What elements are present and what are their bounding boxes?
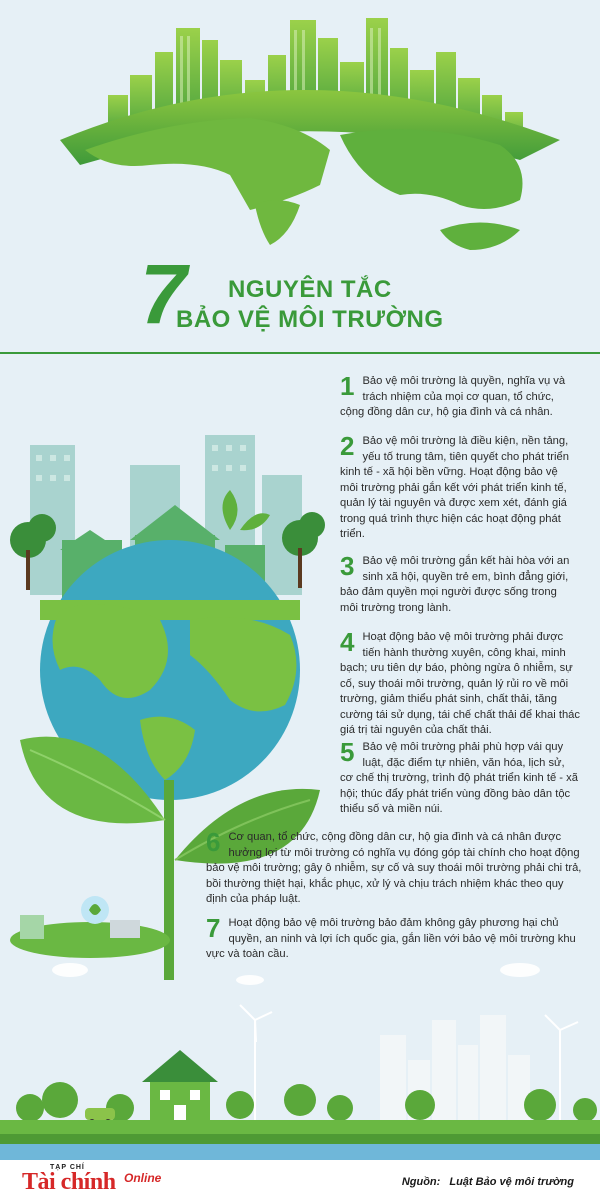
title-divider: [0, 352, 600, 354]
principle-text: Bảo vệ môi trường là điều kiện, nền tảng, yếu tố trung tâm, tiên quyết cho phát triển kinh tế - xã hội bền vững. Hoạt động bảo vệ môi trường phải gắn kết với phát triển kinh tế, quản lý tài nguyên và được xem xét, đánh giá trong quá trình thực hiện các hoạt động phát triển.: [340, 435, 569, 540]
principle-7: [206, 913, 582, 963]
principle-text: Bảo vệ môi trường phải phù hợp vái quy luật, đặc điểm tự nhiên, văn hóa, lịch sử, cơ chế thị trường, trình độ phát triển kinh tế - xã hội; thúc đẩy phát triển vùng đồng bào dân tộc thiểu số và miền núi.: [340, 741, 578, 815]
principle-text: Bảo vệ môi trường là quyền, nghĩa vụ và trách nhiệm của mọi cơ quan, tổ chức, cộng đồng dân cư, hộ gia đình và cá nhân.: [340, 375, 566, 418]
principle-number: 1: [340, 371, 355, 401]
principle-number: 2: [340, 431, 355, 461]
publisher-logo[interactable]: [22, 1164, 202, 1196]
principle-number: 7: [206, 913, 221, 943]
principle-4: [340, 627, 580, 739]
footer-town-illustration: [0, 960, 600, 1160]
logo-online: Online: [124, 1171, 162, 1185]
principle-number: 3: [340, 551, 355, 581]
title-line-1: NGUYÊN TẮC: [228, 276, 392, 303]
page-title: [140, 247, 460, 342]
source-credit: [402, 1176, 574, 1188]
principle-number: 4: [340, 627, 355, 657]
source-text: Luật Bảo vệ môi trường: [449, 1176, 574, 1188]
hero-globe-city-illustration: [0, 0, 600, 250]
principle-text: Cơ quan, tổ chức, cộng đồng dân cư, hộ gia đình và cá nhân được hưởng lợi từ môi trường có nghĩa vụ đóng góp tài chính cho hoạt động bảo vệ môi trường; gây ô nhiễm, sự cố và suy thoái môi trường phải chi trả, bồi thường thiệt hại, khắc phục, xử lý và chịu trách nhiệm khác theo quy định của pháp luật.: [206, 831, 582, 905]
principle-5: [340, 737, 580, 818]
principle-1: [340, 371, 572, 421]
principle-text: Bảo vệ môi trường gắn kết hài hòa với an sinh xã hội, quyền trẻ em, bình đẳng giới, bảo đảm quyền mọi người được sống trong môi trường trong lành.: [340, 555, 570, 614]
principle-number: 5: [340, 737, 355, 767]
principle-text: Hoạt động bảo vệ môi trường bảo đảm không gây phương hại chủ quyền, an ninh và lợi ích quốc gia, gắn liền với bảo vệ môi trường khu vực và toàn cầu.: [206, 917, 576, 960]
principle-number: 6: [206, 827, 221, 857]
title-line-2: BẢO VỆ MÔI TRƯỜNG: [176, 306, 444, 333]
source-label: Nguồn:: [401, 1176, 441, 1188]
principle-2: [340, 431, 575, 543]
principle-6: [206, 827, 582, 908]
principle-text: Hoạt động bảo vệ môi trường phải được tiến hành thường xuyên, công khai, minh bạch; ưu tiên dự báo, phòng ngừa ô nhiễm, sự cố, suy thoái môi trường, quản lý rủi ro về môi trường, giảm thiểu phát sinh, chất thải, tăng cường tái sử dụng, tái chế chất thải để khai thác giá trị tài nguyên của chất thải.: [340, 631, 580, 736]
principle-3: [340, 551, 575, 616]
title-number: 7: [140, 247, 187, 341]
logo-prefix: TẠP CHÍ: [50, 1164, 85, 1171]
logo-name: Tài chính: [22, 1169, 116, 1195]
